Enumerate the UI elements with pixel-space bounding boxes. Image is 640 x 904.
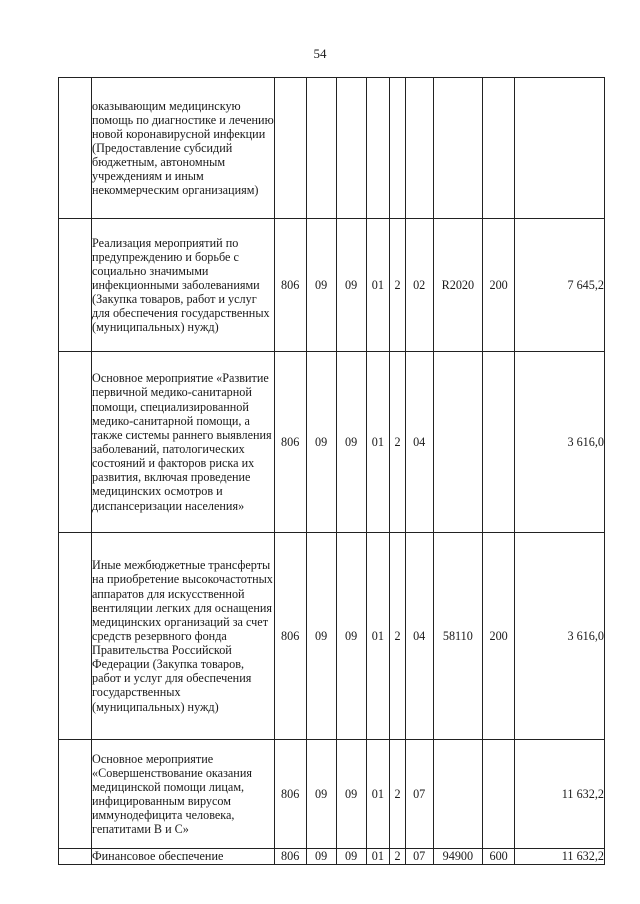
subsection-code: 09 — [336, 352, 366, 533]
program-code: 01 — [366, 352, 390, 533]
item-name: Основное мероприятие «Развитие первичной медико-санитарной помощи, специализированной медико-санитарной помощи, а также системы раннего выявления заболеваний, патологических состояний и факторов риска их развития, включая проведение медицинских осмотров и диспансеризации населения» — [92, 352, 275, 533]
subprogram-code: 2 — [390, 740, 405, 849]
section-code — [306, 78, 336, 219]
row-number-cell — [59, 849, 92, 865]
table-row — [59, 78, 605, 219]
table-row — [59, 352, 605, 533]
table-row — [59, 849, 605, 865]
amount: 3 616,0 — [515, 352, 605, 533]
amount: 7 645,2 — [515, 219, 605, 352]
row-number-cell — [59, 78, 92, 219]
program-code — [366, 78, 390, 219]
page-number: 54 — [313, 46, 327, 61]
subsection-code: 09 — [336, 849, 366, 865]
activity-code: 07 — [405, 849, 433, 865]
grbs-code: 806 — [274, 219, 306, 352]
grbs-code — [274, 78, 306, 219]
subsection-code: 09 — [336, 533, 366, 740]
table-row — [59, 533, 605, 740]
activity-code: 04 — [405, 352, 433, 533]
expense-type-code: 600 — [483, 849, 515, 865]
grbs-code: 806 — [274, 533, 306, 740]
section-code: 09 — [306, 352, 336, 533]
program-code: 01 — [366, 740, 390, 849]
expense-type-code — [483, 78, 515, 219]
item-name: Основное мероприятие «Совершенствование оказания медицинской помощи лицам, инфицированным вирусом иммунодефицита человека, гепатитами В и С» — [92, 740, 275, 849]
budget-table — [58, 77, 605, 865]
table-row — [59, 219, 605, 352]
activity-code — [405, 78, 433, 219]
item-name: Реализация мероприятий по предупреждению и борьбе с социально значимыми инфекционными заболеваниями (Закупка товаров, работ и услуг для обеспечения государственных (муниципальных) нужд) — [92, 219, 275, 352]
activity-code: 02 — [405, 219, 433, 352]
row-number-cell — [59, 219, 92, 352]
subsection-code — [336, 78, 366, 219]
amount: 11 632,2 — [515, 849, 605, 865]
subprogram-code — [390, 78, 405, 219]
item-name: оказывающим медицинскую помощь по диагностике и лечению новой коронавирусной инфекции (Предоставление субсидий бюджетным, автономным учреждениям и иным некоммерческим организациям) — [92, 78, 275, 219]
item-name: Финансовое обеспечение — [92, 849, 275, 865]
direction-code: 58110 — [433, 533, 483, 740]
subsection-code: 09 — [336, 740, 366, 849]
subprogram-code: 2 — [390, 533, 405, 740]
subprogram-code: 2 — [390, 352, 405, 533]
expense-type-code — [483, 740, 515, 849]
grbs-code: 806 — [274, 849, 306, 865]
expense-type-code: 200 — [483, 219, 515, 352]
subprogram-code: 2 — [390, 849, 405, 865]
program-code: 01 — [366, 849, 390, 865]
row-number-cell — [59, 352, 92, 533]
subprogram-code: 2 — [390, 219, 405, 352]
expense-type-code: 200 — [483, 533, 515, 740]
grbs-code: 806 — [274, 740, 306, 849]
section-code: 09 — [306, 533, 336, 740]
grbs-code: 806 — [274, 352, 306, 533]
row-number-cell — [59, 533, 92, 740]
program-code: 01 — [366, 533, 390, 740]
section-code: 09 — [306, 740, 336, 849]
section-code: 09 — [306, 849, 336, 865]
table-row — [59, 740, 605, 849]
amount: 3 616,0 — [515, 533, 605, 740]
activity-code: 07 — [405, 740, 433, 849]
program-code: 01 — [366, 219, 390, 352]
row-number-cell — [59, 740, 92, 849]
direction-code: 94900 — [433, 849, 483, 865]
subsection-code: 09 — [336, 219, 366, 352]
direction-code — [433, 78, 483, 219]
item-name: Иные межбюджетные трансферты на приобретение высокочастотных аппаратов для искусственной вентиляции легких для оснащения медицинских организаций за счет средств резервного фонда Правительства Российской Федерации (Закупка товаров, работ и услуг для обеспечения государственных (муниципальных) нужд) — [92, 533, 275, 740]
direction-code: R2020 — [433, 219, 483, 352]
amount — [515, 78, 605, 219]
direction-code — [433, 352, 483, 533]
direction-code — [433, 740, 483, 849]
expense-type-code — [483, 352, 515, 533]
amount: 11 632,2 — [515, 740, 605, 849]
section-code: 09 — [306, 219, 336, 352]
activity-code: 04 — [405, 533, 433, 740]
